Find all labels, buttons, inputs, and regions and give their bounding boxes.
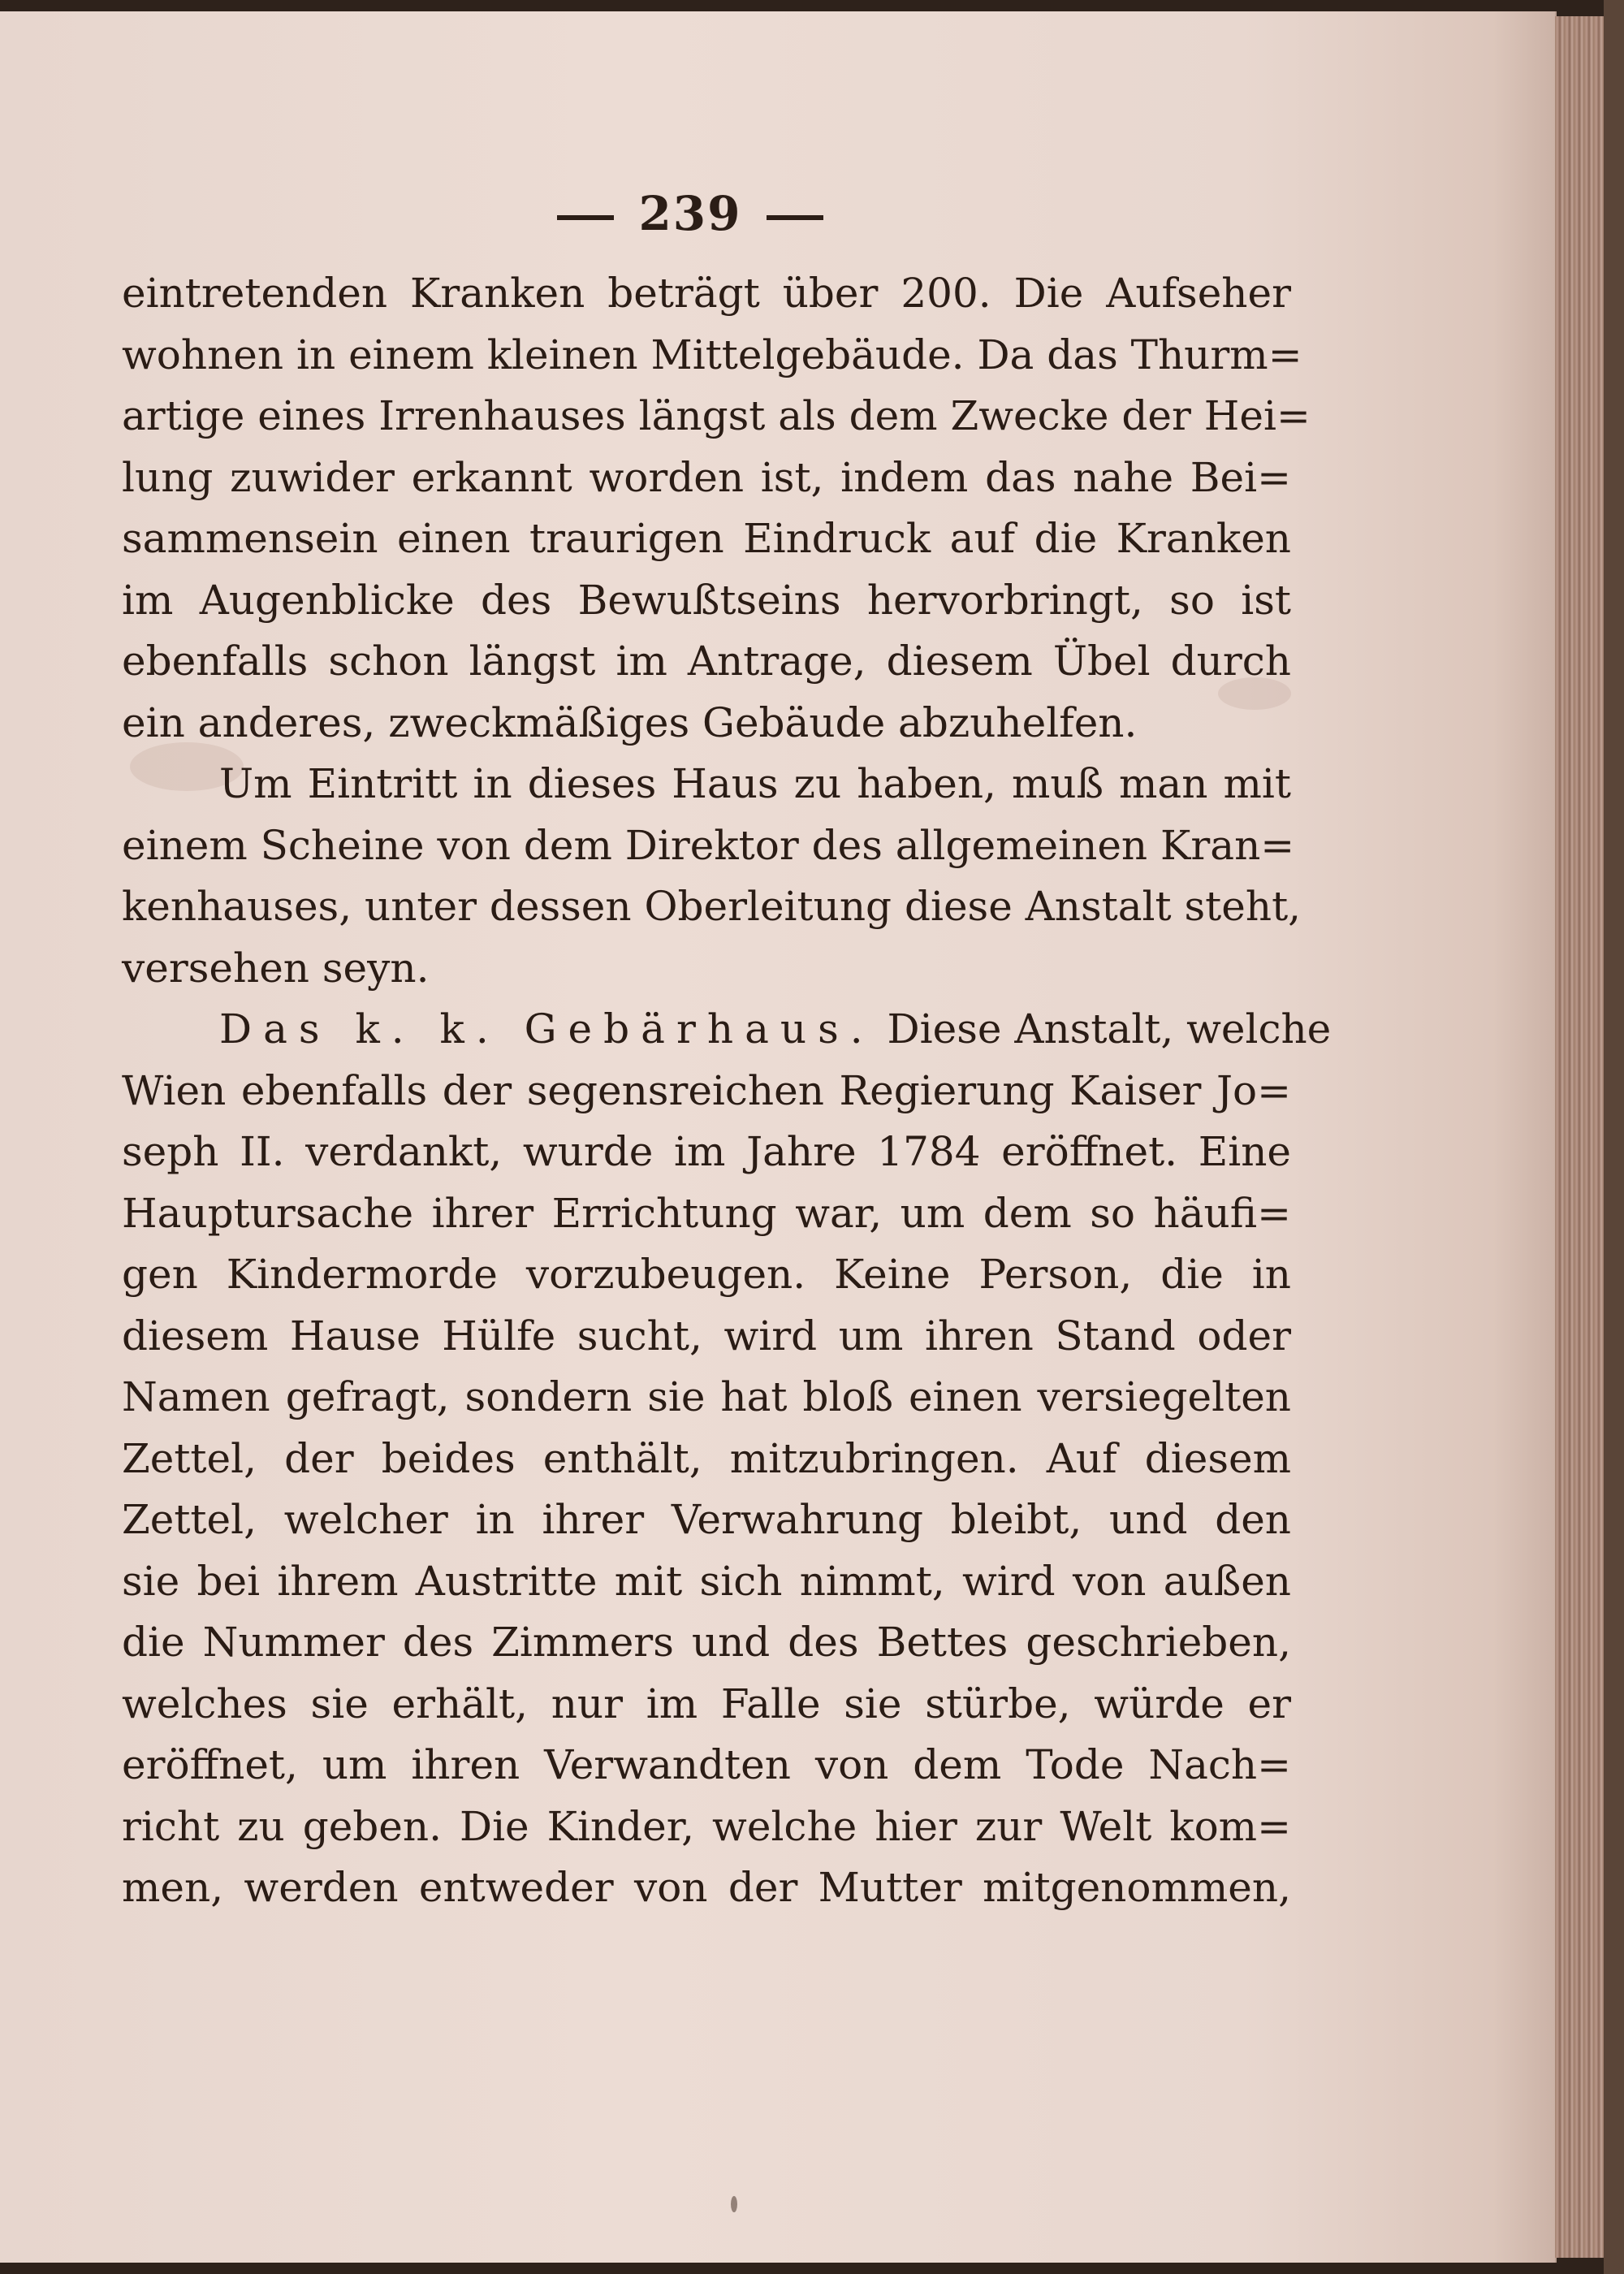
text-line: lung zuwider erkannt worden ist, indem das nahe Bei= — [122, 453, 1291, 501]
text-line: gen Kindermorde vorzubeugen. Keine Person, die in — [122, 1251, 1291, 1298]
text-line: eintretenden Kranken beträgt über 200. Die Aufseher — [122, 270, 1291, 317]
ink-speck — [731, 2196, 737, 2212]
text-line: ebenfalls schon längst im Antrage, diesem Übel durch — [122, 638, 1291, 685]
text-line: welches sie erhält, nur im Falle sie stürbe, würde er — [122, 1680, 1291, 1727]
page-number: 239 — [638, 186, 742, 241]
header-dash-right — [767, 215, 823, 220]
page-block-edge — [1555, 16, 1604, 2258]
text-line: versehen seyn. — [122, 944, 430, 992]
text-line: einem Scheine von dem Direktor des allgemeinen Kran= — [122, 821, 1295, 869]
text-line: sammensein einen traurigen Eindruck auf die Kranken — [122, 515, 1291, 562]
text-line: ein anderes, zweckmäßiges Gebäude abzuhelfen. — [122, 698, 1138, 746]
text-line: eröffnet, um ihren Verwandten von dem Tode Nach= — [122, 1741, 1291, 1788]
paper-page — [0, 11, 1557, 2263]
body-text — [122, 263, 1332, 1919]
text-line: Namen gefragt, sondern sie hat bloß einen versiegelten — [122, 1373, 1291, 1420]
text-fragment: Diese Anstalt, welche — [887, 1005, 1332, 1053]
text-line: richt zu geben. Die Kinder, welche hier zur Welt kom= — [122, 1802, 1291, 1850]
text-line: im Augenblicke des Bewußtseins hervorbringt, so ist — [122, 576, 1291, 624]
page-header — [0, 186, 1380, 241]
text-line: artige eines Irrenhauses längst als dem Zwecke der Hei= — [122, 392, 1311, 439]
text-line: Zettel, welcher in ihrer Verwahrung bleibt, und den — [122, 1496, 1291, 1543]
text-line: men, werden entweder von der Mutter mitgenommen, — [122, 1864, 1291, 1911]
text-line: diesem Hause Hülfe sucht, wird um ihren Stand oder — [122, 1312, 1291, 1360]
text-line: seph II. verdankt, wurde im Jahre 1784 eröffnet. Eine — [122, 1128, 1291, 1175]
text-line: Um Eintritt in dieses Haus zu haben, muß man mit — [219, 760, 1291, 807]
text-line: die Nummer des Zimmers und des Bettes geschrieben, — [122, 1619, 1291, 1666]
text-line: wohnen in einem kleinen Mittelgebäude. Da das Thurm= — [122, 331, 1302, 378]
text-line: Zettel, der beides enthält, mitzubringen. Auf diesem — [122, 1434, 1291, 1482]
header-dash-left — [557, 215, 614, 220]
text-line: kenhauses, unter dessen Oberleitung diese Anstalt steht, — [122, 883, 1302, 930]
text-line: Wien ebenfalls der segensreichen Regierung Kaiser Jo= — [122, 1066, 1291, 1114]
section-heading: Das k. k. Gebärhaus. — [219, 1005, 875, 1053]
text-line-with-heading — [122, 999, 1332, 1061]
text-line: Hauptursache ihrer Errichtung war, um dem so häufi= — [122, 1189, 1291, 1237]
book-cover-edge — [1604, 0, 1624, 2274]
text-line: sie bei ihrem Austritte mit sich nimmt, wird von außen — [122, 1557, 1291, 1605]
